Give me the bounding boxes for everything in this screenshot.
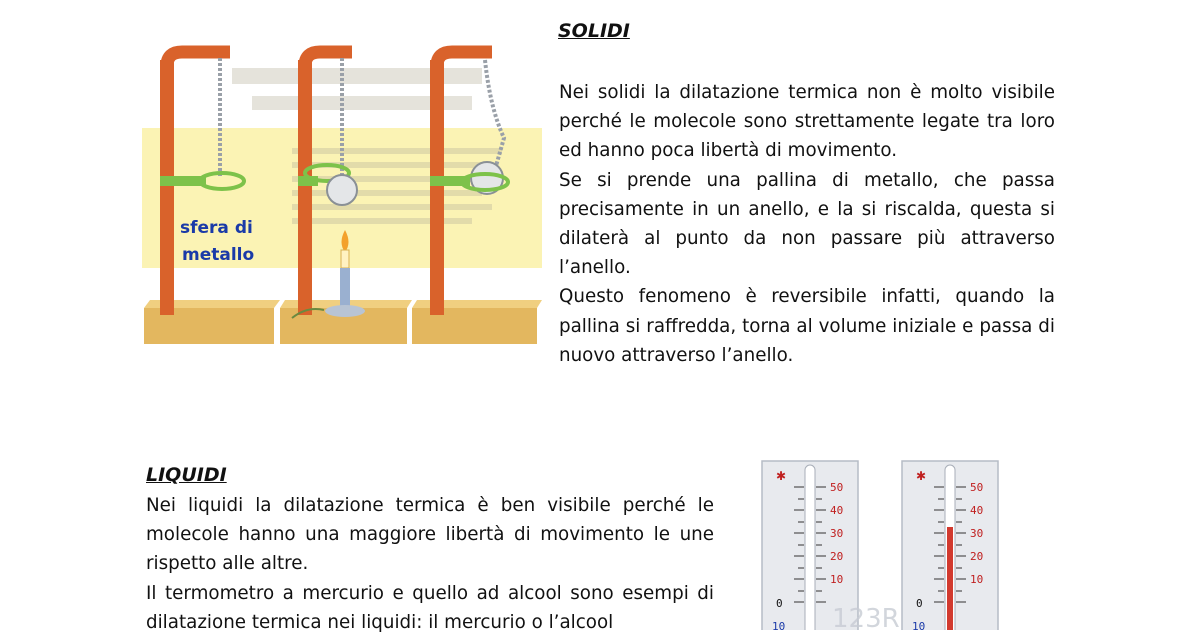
sun-icon: ✱ xyxy=(776,469,787,483)
solidi-paragraph-2: Se si prende una pallina di metallo, che passa precisamente in un anello, e la si riscalda, questa si dilaterà al punto da non passare più attraverso l’anello. xyxy=(559,169,1055,279)
watermark: 123R xyxy=(832,604,900,630)
liquidi-heading: LIQUIDI xyxy=(146,464,227,486)
scale-label-left-50: 50 xyxy=(830,481,844,494)
scale-label-right-30: 30 xyxy=(970,527,984,540)
sfera-label-line1: sfera di xyxy=(180,218,253,238)
solidi-paragraph-3: Questo fenomeno è reversibile infatti, quando la pallina si raffredda, torna al volume iniziale e passa di nuovo attraverso l’anello. xyxy=(559,286,1055,366)
ring-and-ball-illustration xyxy=(142,38,542,363)
solidi-paragraph-1: Nei solidi la dilatazione termica non è molto visibile perché le molecole sono strettamente legate tra loro ed hanno poca libertà di movimento. xyxy=(559,82,1055,162)
solidi-heading: SOLIDI xyxy=(558,20,630,42)
scale-label-right-20: 20 xyxy=(970,550,984,563)
thermometer-right xyxy=(902,461,998,630)
scale-label-right-0: 0 xyxy=(916,597,923,610)
scale-label-right-10: 10 xyxy=(970,573,984,586)
liquidi-paragraph-1: Nei liquidi la dilatazione termica è ben visibile perché le molecole hanno una maggiore libertà di movimento le une rispetto alle altre. xyxy=(146,495,714,575)
scale-label-left-20: 20 xyxy=(830,550,844,563)
liquidi-paragraph-2: Il termometro a mercurio e quello ad alcool sono esempi di dilatazione termica nei liquidi: il mercurio o l’alcool xyxy=(146,582,714,633)
scale-label-left-30: 30 xyxy=(830,527,844,540)
sfera-label-line2: metallo xyxy=(182,245,255,265)
scale-label-right-minus10: 10 xyxy=(912,620,926,630)
liquidi-text xyxy=(146,491,714,637)
scale-label-right-40: 40 xyxy=(970,504,984,517)
scale-label-left-minus10: 10 xyxy=(772,620,786,630)
scale-label-left-40: 40 xyxy=(830,504,844,517)
scale-label-left-0: 0 xyxy=(776,597,783,610)
solidi-text xyxy=(559,78,1055,370)
red-liquid-column xyxy=(947,527,953,630)
sun-icon: ✱ xyxy=(916,469,927,483)
thermometers-illustration xyxy=(732,447,1032,630)
scale-label-left-10: 10 xyxy=(830,573,844,586)
scale-label-right-50: 50 xyxy=(970,481,984,494)
